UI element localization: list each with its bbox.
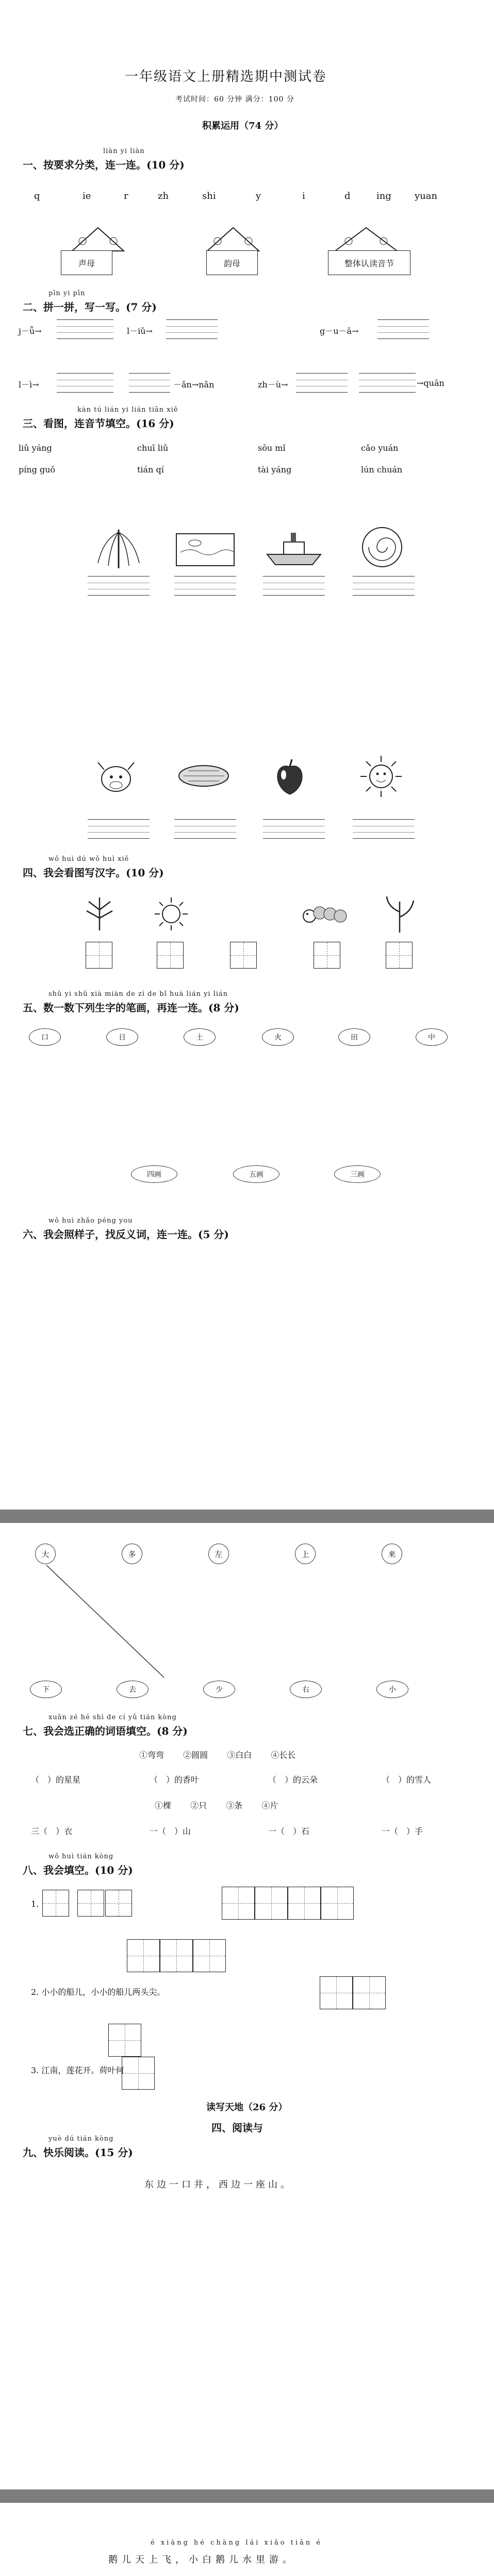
character-cloud[interactable]: 日 xyxy=(106,1028,138,1046)
part2-heading: 读写天地（26 分） xyxy=(206,2102,288,2113)
q2-item: j－ǖ→ xyxy=(19,326,42,336)
antonym-bottom[interactable]: 小 xyxy=(376,1681,408,1698)
category-box-zhengti[interactable]: 整体认读音节 xyxy=(328,250,410,275)
q2-item: g－u－ā→ xyxy=(320,326,359,336)
sun-icon xyxy=(358,753,404,800)
exam-info: 考试时间：60 分钟 满分：100 分 xyxy=(175,95,294,104)
writing-grid[interactable] xyxy=(157,942,184,969)
poem-line: 东边一口井，西边一座山。 xyxy=(144,2179,293,2190)
antonym-top[interactable]: 大 xyxy=(35,1544,56,1564)
q2-answer-line[interactable] xyxy=(377,319,429,339)
q5-heading: 五、数一数下列生字的笔画，再连一连。(8 分) xyxy=(23,1002,239,1014)
q2-answer-line[interactable] xyxy=(57,319,113,339)
q1-heading: 一、按要求分类，连一连。(10 分) xyxy=(23,159,185,171)
q2-pinyin: pīn yi pīn xyxy=(48,290,86,297)
character-cloud[interactable]: 土 xyxy=(184,1028,216,1046)
q7-option: ④长长 xyxy=(271,1750,296,1760)
q7-option: ①弯弯 xyxy=(139,1750,164,1760)
writing-grid[interactable] xyxy=(77,1890,104,1917)
q9-heading: 九、快乐阅读。(15 分) xyxy=(23,2146,133,2159)
q1-letter: d xyxy=(344,191,351,201)
antonym-top[interactable]: 左 xyxy=(208,1544,229,1564)
q1-letter: shi xyxy=(202,191,216,201)
page-2 xyxy=(0,1523,494,2489)
corn-icon xyxy=(175,760,232,791)
q7-option: ②只 xyxy=(190,1801,207,1810)
q2-item: l－ì→ xyxy=(19,380,39,389)
ship-icon xyxy=(263,527,325,570)
q3-answer-line[interactable] xyxy=(353,819,415,839)
q3-word: tài yáng xyxy=(258,465,292,474)
q2-answer-line[interactable] xyxy=(166,319,218,339)
q8-s1: 1. xyxy=(31,1899,39,1909)
category-box-shengmu[interactable]: 声母 xyxy=(61,250,112,275)
writing-grid[interactable] xyxy=(353,1976,386,2009)
q3-answer-line[interactable] xyxy=(174,819,236,839)
willow-icon xyxy=(88,524,150,571)
q3-word: lún chuán xyxy=(361,465,403,474)
q5-pinyin: shǔ yi shǔ xià miàn de zì de bǐ huà lián yi lián xyxy=(48,990,228,998)
q2-answer-line[interactable] xyxy=(359,373,416,393)
q3-word: cǎo yuán xyxy=(361,443,399,453)
example-connector-line xyxy=(0,1523,494,1698)
exam-title: 一年级语文上册精选期中测试卷 xyxy=(125,69,327,84)
q6-pinyin: wǒ huì zhǎo péng you xyxy=(48,1217,133,1225)
plant-icon xyxy=(382,891,418,935)
q7-blank[interactable]: 一（ ）石 xyxy=(268,1826,310,1836)
q2-item: →quān xyxy=(417,378,444,388)
q7-heading: 七、我会选正确的词语填空。(8 分) xyxy=(23,1725,188,1737)
writing-grid[interactable] xyxy=(321,1887,354,1920)
writing-grid[interactable] xyxy=(160,1939,193,1972)
q3-answer-line[interactable] xyxy=(88,819,150,839)
part1-heading: 积累运用（74 分） xyxy=(202,121,284,131)
writing-grid[interactable] xyxy=(222,1887,255,1920)
writing-grid[interactable] xyxy=(42,1890,69,1917)
pond-icon xyxy=(174,527,236,570)
writing-grid[interactable] xyxy=(122,2057,155,2090)
q7-option: ①棵 xyxy=(155,1801,172,1810)
q3-heading: 三、看图，连音节填空。(16 分) xyxy=(23,417,174,430)
q1-letter: ing xyxy=(376,191,391,201)
q7-option: ②圆圆 xyxy=(183,1750,208,1760)
q1-letter: r xyxy=(124,191,128,201)
page-divider xyxy=(0,2489,494,2503)
q8-heading: 八、我会填空。(10 分) xyxy=(23,1864,133,1876)
writing-grid[interactable] xyxy=(127,1939,160,1972)
q1-pinyin: liàn yi liàn xyxy=(103,147,145,155)
q2-answer-line[interactable] xyxy=(57,373,113,393)
writing-grid[interactable] xyxy=(230,942,257,969)
q7-blank[interactable]: 三（ ）衣 xyxy=(31,1826,73,1836)
q3-word: tián qí xyxy=(137,465,164,474)
q7-blank[interactable]: （ ）的星星 xyxy=(31,1775,81,1785)
writing-grid[interactable] xyxy=(193,1939,226,1972)
poem-title: 四、阅读与 xyxy=(211,2122,263,2134)
antonym-top[interactable]: 上 xyxy=(295,1544,316,1564)
q7-option: ③白白 xyxy=(227,1750,252,1760)
q8-s3: 3. 江南，莲花开。荷叶何 xyxy=(31,2065,124,2075)
q2-heading: 二、拼一拼，写一写。(7 分) xyxy=(23,301,157,313)
writing-grid[interactable] xyxy=(108,2024,141,2057)
page-divider xyxy=(0,1510,494,1523)
q7-options xyxy=(155,1799,278,1811)
writing-grid[interactable] xyxy=(386,942,413,969)
q9-pinyin: yuè dú tián kòng xyxy=(48,2135,114,2143)
q3-answer-line[interactable] xyxy=(88,576,150,596)
q8-s2: 2. 小小的船儿，小小的船儿两头尖。 xyxy=(31,1987,166,1997)
q8-pinyin: wǒ huì tián kòng xyxy=(48,1853,114,1860)
q1-letter: q xyxy=(34,191,40,201)
q3-word: píng guǒ xyxy=(19,465,56,474)
antonym-bottom[interactable]: 右 xyxy=(290,1681,322,1698)
q4-heading: 四、我会看图写汉字。(10 分) xyxy=(23,867,164,879)
sun-icon xyxy=(153,895,190,933)
q7-blank[interactable]: 一（ ）手 xyxy=(382,1826,423,1836)
character-cloud[interactable]: 火 xyxy=(262,1028,294,1046)
writing-grid[interactable] xyxy=(105,1890,132,1917)
q2-item: zh－ù→ xyxy=(258,380,288,389)
q2-item: l－iǔ→ xyxy=(127,326,153,336)
q6-heading: 六、我会照样子，找反义词，连一连。(5 分) xyxy=(23,1228,229,1241)
category-box-yunmu[interactable]: 韵母 xyxy=(206,250,258,275)
q7-blank[interactable]: 一（ ）山 xyxy=(150,1826,191,1836)
reading-pinyin: é xiàng hé chàng lái xiǎo tiān é xyxy=(151,2539,323,2547)
q1-letter: ie xyxy=(83,191,91,201)
q1-letter: yuan xyxy=(415,191,438,201)
q7-pinyin: xuǎn zé hé shì de cí yǔ tián kòng xyxy=(48,1714,177,1721)
q2-answer-line[interactable] xyxy=(296,373,348,393)
character-cloud[interactable]: 口 xyxy=(29,1028,61,1046)
stroke-count-oval[interactable]: 四画 xyxy=(131,1165,177,1183)
q3-word: sōu mǐ xyxy=(258,443,286,453)
reading-text: 鹅儿天上飞，小白鹅儿水里游。 xyxy=(108,2554,296,2565)
writing-grid[interactable] xyxy=(314,942,340,969)
writing-grid[interactable] xyxy=(255,1887,288,1920)
q1-letter: i xyxy=(302,191,305,201)
character-cloud[interactable]: 田 xyxy=(338,1028,370,1046)
antonym-bottom[interactable]: 少 xyxy=(203,1681,235,1698)
q7-options xyxy=(139,1749,295,1760)
q7-blank[interactable]: （ ）的云朵 xyxy=(268,1775,318,1785)
q3-answer-line[interactable] xyxy=(263,576,325,596)
tree-icon xyxy=(81,894,118,934)
antonym-top[interactable]: 多 xyxy=(122,1544,142,1564)
q1-letter: y xyxy=(256,191,261,201)
apple-icon xyxy=(269,756,310,798)
writing-grid[interactable] xyxy=(320,1976,353,2009)
q3-pinyin: kàn tú lián yi lián tiān xiě xyxy=(77,406,178,414)
q7-option: ④片 xyxy=(261,1801,278,1810)
q7-option: ③条 xyxy=(226,1801,243,1810)
caterpillar-icon xyxy=(299,899,356,929)
q4-pinyin: wǒ huì dú wǒ huì xiě xyxy=(48,855,129,863)
snail-shell-icon xyxy=(354,523,410,571)
antonym-bottom[interactable]: 去 xyxy=(117,1681,149,1698)
stroke-count-oval[interactable]: 三画 xyxy=(334,1165,381,1183)
q2-item: －ǎn→nǎn xyxy=(173,380,215,389)
stroke-count-oval[interactable]: 五画 xyxy=(233,1165,279,1183)
q2-answer-line[interactable] xyxy=(129,373,170,393)
q3-answer-line[interactable] xyxy=(353,576,415,596)
writing-grid[interactable] xyxy=(288,1887,321,1920)
q3-answer-line[interactable] xyxy=(263,819,325,839)
antonym-bottom[interactable]: 下 xyxy=(30,1681,62,1698)
cow-icon xyxy=(93,755,139,796)
q3-word: chuī liǔ xyxy=(137,443,169,453)
antonym-top[interactable]: 来 xyxy=(382,1544,402,1564)
character-cloud[interactable]: 中 xyxy=(416,1028,448,1046)
page-3 xyxy=(0,2503,494,2576)
q7-blank[interactable]: （ ）的香叶 xyxy=(150,1775,200,1785)
q1-letter: zh xyxy=(158,191,169,201)
q3-answer-line[interactable] xyxy=(174,576,236,596)
q7-blank[interactable]: （ ）的雪人 xyxy=(382,1775,432,1785)
writing-grid[interactable] xyxy=(86,942,112,969)
q3-word: liǔ yáng xyxy=(19,443,52,453)
